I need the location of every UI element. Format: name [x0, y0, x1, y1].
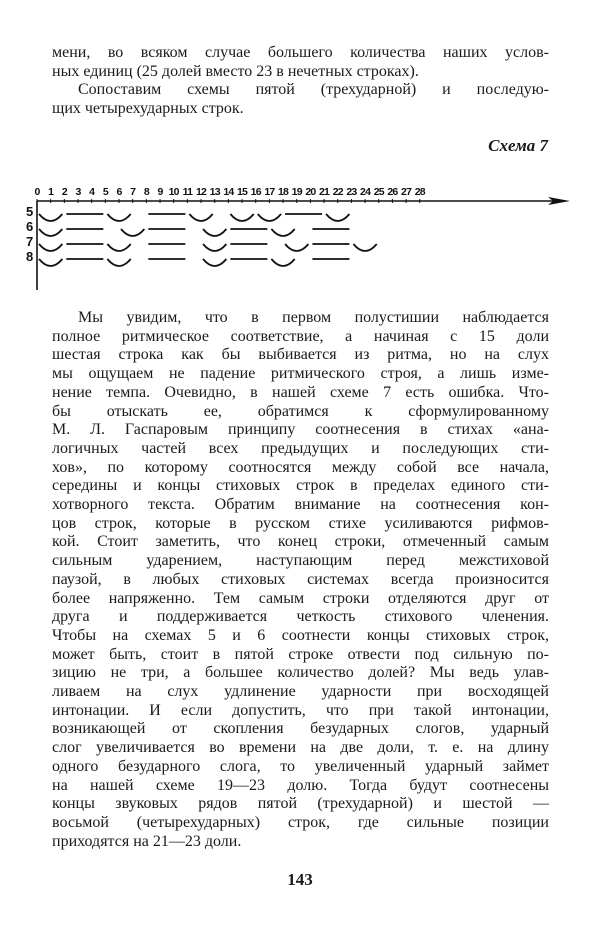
text-line: восьмой (четырехударных) строк, где сильные позиции — [52, 813, 549, 831]
unstressed-arc — [203, 229, 226, 236]
text-line: одного безударного слога, то увеличенный ударный займет — [52, 757, 549, 775]
text-line: слог увеличивается во времени на две доли, т. е. на длину — [52, 739, 549, 757]
unstressed-arc — [107, 259, 130, 266]
unstressed-arc — [353, 244, 376, 251]
tick-label: 16 — [250, 186, 261, 198]
page-number: 143 — [287, 870, 313, 889]
tick-label: 28 — [414, 186, 425, 198]
row-label: 8 — [26, 249, 34, 264]
tick-label: 4 — [89, 186, 95, 198]
tick-label: 12 — [195, 186, 207, 198]
text-line: зицию не три, а большее количество долей? Мы ведь улав- — [52, 664, 549, 682]
text-line: друга и поддерживается четкость стихового членения. — [52, 608, 549, 626]
row-label: 6 — [26, 219, 34, 234]
tick-label: 20 — [305, 186, 316, 198]
tick-label: 11 — [182, 186, 193, 198]
tick-label: 6 — [116, 186, 122, 198]
text-line: мы ощущаем не падение ритмического строя, а лишь изме- — [52, 365, 549, 383]
text-line: Мы увидим, что в первом полустишии наблюдается — [78, 309, 549, 326]
tick-label: 13 — [209, 186, 220, 198]
text-line: интонации. И если допустить, что при такой интонации, — [52, 701, 549, 719]
text-line: логичных частей всех предыдущих и последующих сти- — [52, 439, 549, 457]
text-line: кой. Стоит заметить, что конец строки, отмеченный самым — [52, 533, 549, 551]
tick-label: 25 — [373, 186, 384, 198]
tick-label: 22 — [332, 186, 343, 198]
tick-label: 26 — [387, 186, 398, 198]
unstressed-arc — [203, 244, 226, 251]
text-line: ливаем на слух удлинение ударности при восходящей — [52, 683, 549, 700]
text-line: мени, во всяком случае большего количества наших услов- — [52, 44, 549, 61]
tick-label: 14 — [223, 186, 234, 198]
tick-label: 1 — [48, 186, 54, 198]
tick-label: 21 — [319, 186, 330, 198]
tick-label: 7 — [130, 186, 136, 198]
text-line: Сопоставим схемы пятой (трехударной) и последую- — [78, 81, 549, 98]
tick-label: 0 — [34, 186, 40, 198]
text-line: полное ритмическое соответствие, а начиная с 15 доли — [52, 327, 549, 345]
unstressed-arc — [189, 214, 212, 221]
unstressed-arc — [203, 259, 226, 266]
tick-label: 24 — [360, 186, 371, 198]
text-line: паузой, в любых стиховых системах всегда произносится — [52, 570, 549, 588]
text-line: Чтобы на схемах 5 и 6 соотнести концы стиховых строк, — [52, 626, 549, 644]
rhythm-scheme-diagram — [0, 170, 600, 295]
tick-label: 3 — [75, 186, 81, 198]
unstressed-arc — [230, 214, 253, 221]
text-line: бы отыскать ее, обратимся к сформулированному — [52, 402, 549, 420]
text-line: хов», по которому соотносятся между собой все начала, — [52, 458, 549, 476]
unstressed-arc — [39, 259, 62, 266]
unstressed-arc — [39, 229, 62, 236]
text-line: нение темпа. Очевидно, в нашей схеме 7 есть ошибка. Что- — [52, 383, 549, 401]
unstressed-arc — [258, 214, 281, 221]
text-line: может быть, стоит в пятой строке отвести под сильную по- — [52, 645, 549, 663]
tick-label: 23 — [346, 186, 357, 198]
tick-label: 17 — [264, 186, 275, 198]
text-line: на нашей схеме 19—23 долю. Тогда будут соотнесены — [52, 776, 549, 794]
unstressed-arc — [285, 244, 308, 251]
unstressed-arc — [271, 259, 294, 266]
row-label: 5 — [26, 204, 34, 219]
unstressed-arc — [107, 214, 130, 221]
scheme-caption: Схема 7 — [488, 136, 548, 155]
text-line: середины и концы стиховых строк в пределах единого сти- — [52, 477, 549, 495]
unstressed-arc — [107, 244, 130, 251]
text-line: приходятся на 21—23 доли. — [52, 832, 242, 850]
unstressed-arc — [39, 214, 62, 221]
tick-label: 19 — [291, 186, 302, 198]
text-line: хотворного текста. Обратим внимание на соотнесения кон- — [52, 496, 549, 513]
tick-label: 27 — [401, 186, 412, 198]
text-line: щих четырехударных строк. — [52, 100, 244, 117]
tick-label: 9 — [157, 186, 163, 198]
text-line: возникающей от скопления безударных слогов, ударный — [52, 720, 549, 738]
unstressed-arc — [39, 244, 62, 251]
tick-label: 2 — [61, 186, 67, 198]
text-line: концы звуковых рядов пятой (трехударной) и шестой — — [52, 795, 549, 813]
text-line: ных единиц (25 долей вместо 23 в нечетных строках). — [52, 63, 419, 80]
text-line: цов строк, которые в русском стихе усиливаются рифмов- — [52, 514, 549, 532]
unstressed-arc — [271, 229, 294, 236]
text-line: М. Л. Гаспаровым принципу соотнесения в стихах «ана- — [52, 421, 549, 439]
unstressed-arc — [121, 229, 144, 236]
tick-label: 15 — [237, 186, 248, 198]
tick-label: 5 — [102, 186, 108, 198]
text-line: более напряженно. Тем самым строки отделяются друг от — [52, 589, 549, 607]
tick-label: 10 — [168, 186, 179, 198]
tick-label: 18 — [278, 186, 289, 198]
text-line: сильным ударением, наступающим перед межстиховой — [52, 552, 549, 570]
tick-label: 8 — [143, 186, 149, 198]
text-line: шестая строка как бы выбивается из ритма, но на слух — [52, 346, 549, 364]
unstressed-arc — [326, 214, 349, 221]
row-label: 7 — [26, 234, 34, 249]
